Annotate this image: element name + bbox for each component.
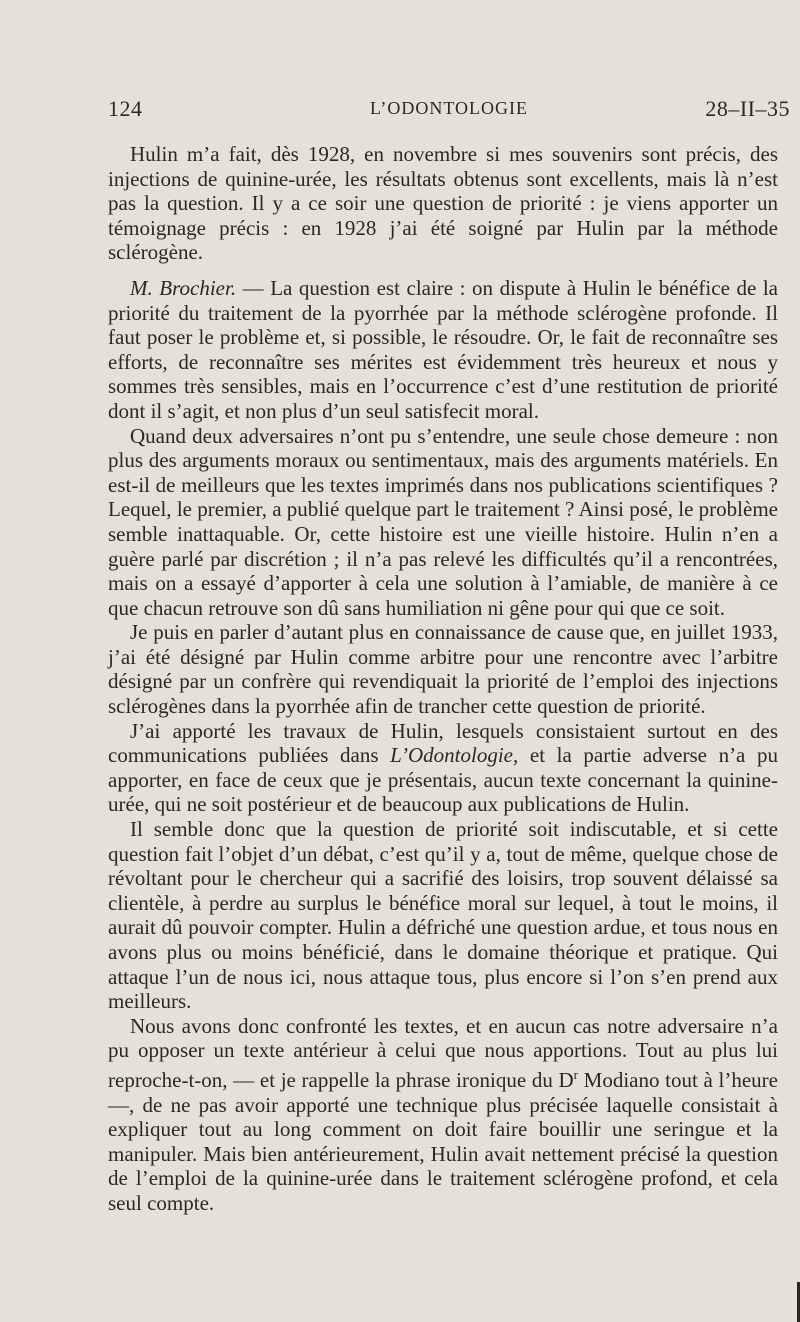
paragraph-5: J’ai apporté les travaux de Hulin, lesquels consistaient surtout en des communications publiées dans L’Odontologie, et la partie adverse n’a pu apporter, en face de ceux que je présentais, aucun texte concernant la quinine-urée, qui ne soit postérieur et de beaucoup aux publications de Hulin.: [108, 718, 778, 817]
paragraph-1: Hulin m’a fait, dès 1928, en novembre si mes souvenirs sont précis, des injections de quinine-urée, les résultats obtenus sont excellents, mais là n’est pas la question. Il y a ce soir une question de priorité : je viens apporter un témoignage précis : en 1928 j’ai été soigné par Hulin par la méthode sclérogène.: [108, 142, 778, 265]
speaker-name: M. Brochier.: [130, 275, 237, 300]
page-number: 124: [108, 96, 143, 121]
paragraph-3: Quand deux adversaires n’ont pu s’entendre, une seule chose demeure : non plus des arguments moraux ou sentimentaux, mais des arguments matériels. En est-il de meilleurs que les textes imprimés dans nos publications scientifiques ? Lequel, le premier, a publié quelque part le traitement ? Ainsi posé, le problème semble inattaquable. Or, cette histoire est une vieille histoire. Hulin n’en a guère parlé par discrétion ; il n’a pas relevé les difficultés qu’il a rencontrées, mais on a essayé d’apporter à cela une solution à l’amiable, de manière à ce que chacun retrouve son dû sans humiliation ni gêne pour qui que ce soit.: [108, 423, 778, 620]
paragraph-2: M. Brochier. — La question est claire : on dispute à Hulin le bénéfice de la priorité du traitement de la pyorrhée par la méthode sclérogène profonde. Il faut poser le problème et, si possible, le résoudre. Or, le fait de reconnaître ses efforts, de reconnaître ses mérites est évidemment très heureux et nous y sommes très sensibles, mais en l’occurrence c’est d’une restitution de priorité dont il s’agit, et non plus d’un seul satisfecit moral.: [108, 275, 778, 423]
doctor-abbrev-superscript: r: [573, 1066, 578, 1082]
article-body: [108, 142, 778, 1216]
issue-date: 28–II–35: [705, 96, 790, 121]
page-header: [108, 96, 790, 128]
journal-title: L’Odontologie,: [390, 743, 519, 768]
paragraph-4: Je puis en parler d’autant plus en connaissance de cause que, en juillet 1933, j’ai été désigné par Hulin comme arbitre pour une rencontre avec l’arbitre désigné par un confrère qui revendiquait la priorité de l’emploi des injections sclérogènes dans la pyorrhée afin de trancher cette question de priorité.: [108, 620, 778, 719]
paragraph-7: Nous avons donc confronté les textes, et en aucun cas notre adversaire n’a pu opposer un texte antérieur à celui que nous apportions. Tout au plus lui reproche-t-on, — et je rappelle la phrase ironique du $D^r$ Modiano tout à l’heure —, de ne pas avoir apporté une technique plus précisée laquelle consistait à expliquer tout au long comment on doit faire bouillir une seringue et la manipuler. Mais bien antérieurement, Hulin avait nettement précisé la question de l’emploi de la quinine-urée dans le traitement sclérogène profond, et cela seul compte.: [108, 1013, 778, 1215]
running-title: L’ODONTOLOGIE: [370, 98, 528, 118]
paragraph-6: Il semble donc que la question de priorité soit indiscutable, et si cette question fait l’objet d’un débat, c’est qu’il y a, tout de même, quelque chose de révoltant pour le chercheur qui a sacrifié des loisirs, trop souvent délaissé sa clientèle, à perdre au surplus le bénéfice moral sur lequel, à tout le moins, il aurait dû pouvoir compter. Hulin a défriché une question ardue, et tous nous en avons plus ou moins bénéficié, dans le domaine théorique et pratique. Qui attaque l’un de nous ici, nous attaque tous, plus encore si l’on s’en prend aux meilleurs.: [108, 817, 778, 1014]
